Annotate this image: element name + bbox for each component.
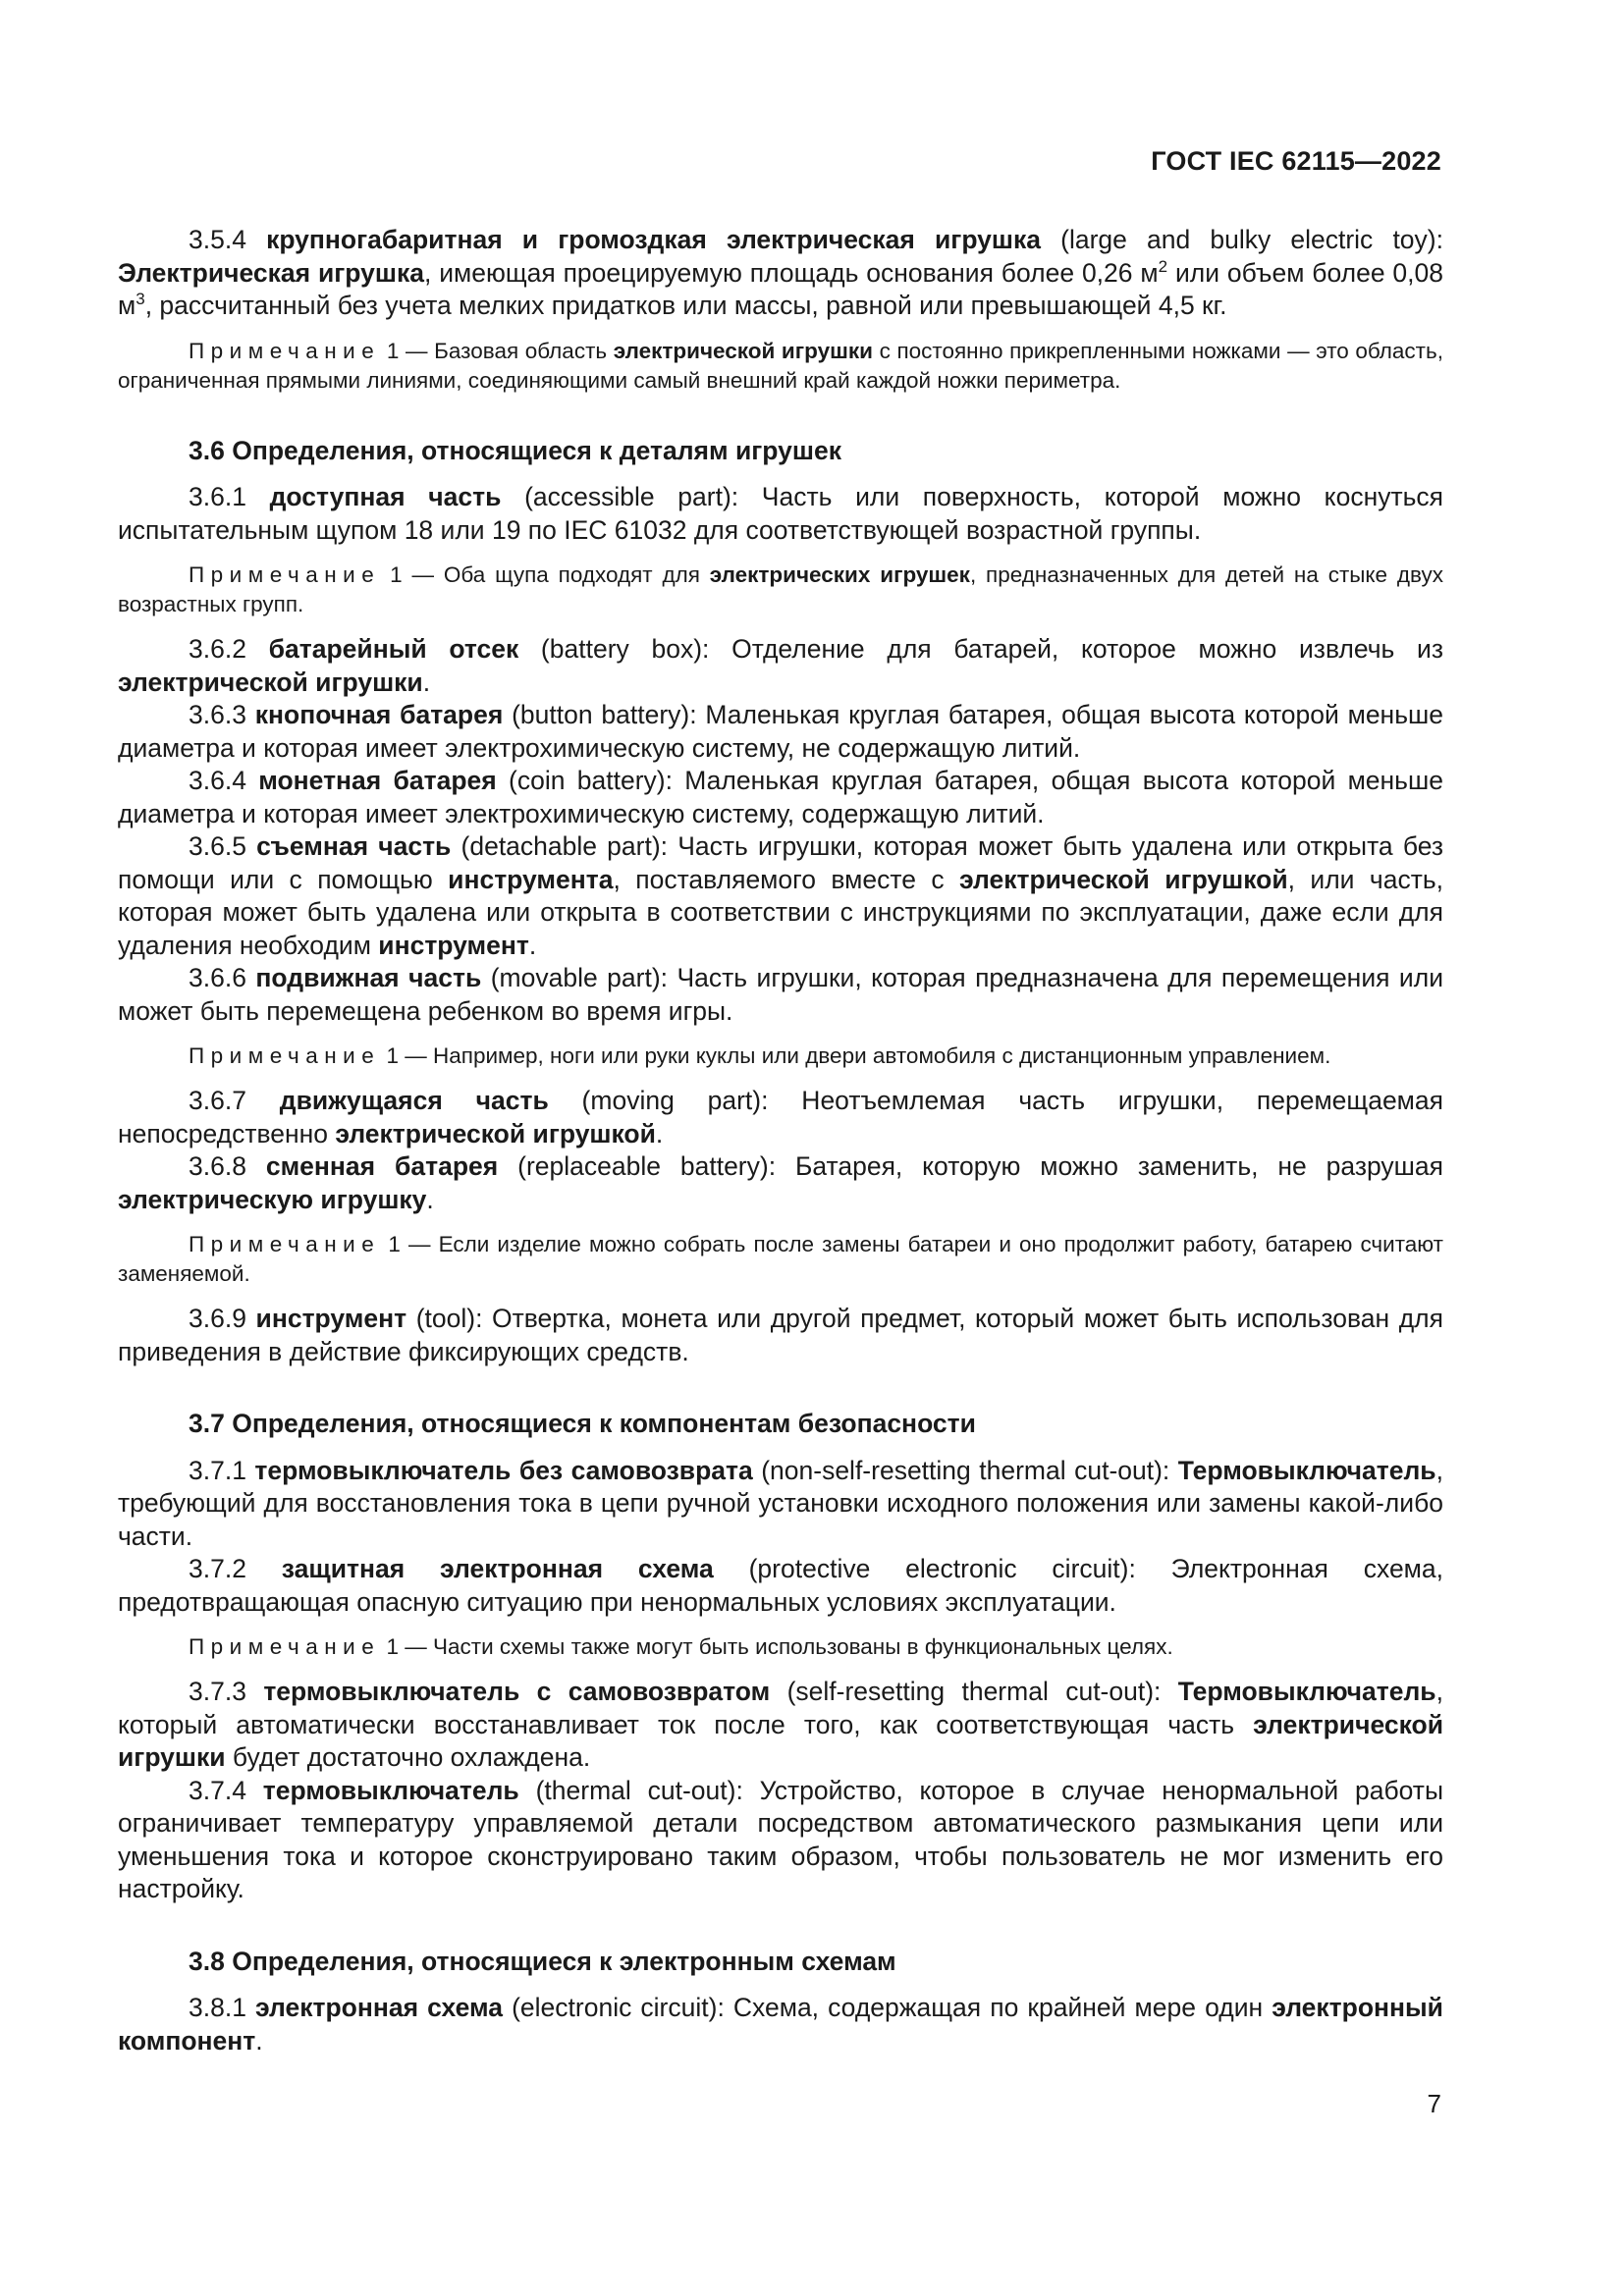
clause-number: 3.6.4 — [189, 766, 259, 795]
clause-number: 3.6.2 — [189, 634, 269, 664]
clause-3-8-1 — [118, 1992, 1443, 2057]
note-number: 1 — — [386, 1043, 434, 1068]
clause-3-6-5 — [118, 830, 1443, 962]
superscript: 2 — [1158, 256, 1168, 276]
clause-text: , рассчитанный без учета мелких придатков или массы, равной или превышающей 4,5 кг. — [144, 291, 1227, 320]
term-reference: Термовыключатель — [1177, 1677, 1436, 1706]
note-label: Примечание — [189, 1634, 381, 1659]
term-reference: электрической игрушки — [118, 667, 423, 697]
section-heading-3-8: 3.8 Определения, относящиеся к электронным схемам — [189, 1946, 896, 1976]
clause-text: (movable part): Часть игрушки, которая предназначена для перемещения или может быть перемещена ребенком во время игры. — [118, 963, 1444, 1026]
term-reference: электрическую игрушку — [118, 1184, 427, 1214]
clause-text: (tool): Отвертка, монета или другой предмет, который может быть использован для приведения в действие фиксирующих средств. — [118, 1304, 1443, 1366]
clause-number: 3.6.6 — [189, 963, 256, 992]
term-english: (large and bulky electric toy): — [1041, 225, 1443, 254]
note-text: Оба щупа подходят для — [443, 562, 710, 587]
clause-3-7-4 — [118, 1775, 1443, 1906]
clause-text: (thermal cut-out): Устройство, которое в случае ненормальной работы ограничивает температуру управляемой детали посредством автоматического размыкания цепи или уменьшения тока и которое сконструировано таким образом, чтобы пользователь не мог изменить его настройку. — [118, 1775, 1443, 1903]
clause-3-6-6 — [118, 962, 1443, 1028]
clause-text: будет достаточно охлаждена. — [225, 1742, 591, 1772]
clause-text: или объем более 0,08 м — [118, 257, 1443, 320]
term: инструмент — [255, 1304, 407, 1333]
term: электронная схема — [255, 1993, 503, 2022]
clause-text: , поставляемого вместе с — [613, 864, 960, 894]
clause-number: 3.7.1 — [189, 1455, 255, 1485]
clause-3-6-2 — [118, 633, 1443, 699]
clause-text: . — [255, 2025, 263, 2056]
clause-text: (electronic circuit): Схема, содержащая по крайней мере один — [503, 1993, 1272, 2022]
clause-text: (self-resetting thermal cut-out): — [770, 1677, 1178, 1706]
clause-3-6-4 — [118, 765, 1443, 830]
clause-3-5-4 — [118, 224, 1443, 323]
clause-text: (button battery): Маленькая круглая батарея, общая высота которой меньше диаметра и которая имеет электрохимическую систему, не содержащую литий. — [118, 700, 1444, 763]
clause-number: 3.8.1 — [189, 1993, 256, 2022]
note-3-6-8 — [118, 1230, 1443, 1289]
term: подвижная часть — [255, 963, 482, 992]
clause-text: (protective electronic circuit): Электронная схема, предотвращающая опасную ситуацию при ненормальных условиях эксплуатации. — [118, 1554, 1443, 1617]
clause-3-6-7 — [118, 1085, 1443, 1150]
clause-number: 3.5.4 — [189, 225, 267, 254]
clause-number: 3.7.3 — [189, 1677, 264, 1706]
note-text: Если изделие можно собрать после замены батареи и оно продолжит работу, батарею считают заменяемой. — [118, 1232, 1443, 1286]
note-3-6-6 — [118, 1041, 1443, 1071]
section-heading-3-7: 3.7 Определения, относящиеся к компонентам безопасности — [189, 1409, 976, 1438]
note-label: Примечание — [189, 562, 381, 587]
note-3-6-1 — [118, 561, 1443, 619]
note-text: Части схемы также могут быть использованы в функциональных целях. — [433, 1634, 1173, 1659]
clause-number: 3.6.8 — [189, 1151, 266, 1181]
clause-number: 3.6.9 — [189, 1304, 256, 1333]
note-number: 1 — — [390, 562, 444, 587]
term-reference: электрической игрушки — [118, 1709, 1443, 1772]
term-reference: инструмент — [378, 930, 529, 960]
clause-text: . — [422, 667, 431, 697]
term: термовыключатель — [262, 1775, 519, 1805]
note-number: 1 — — [386, 1634, 434, 1659]
clause-3-6-9 — [118, 1303, 1443, 1368]
clause-number: 3.7.2 — [189, 1554, 282, 1583]
term: монетная батарея — [258, 766, 497, 795]
term: защитная электронная схема — [281, 1554, 714, 1583]
note-text: с постоянно прикрепленными ножками — это область, ограниченная прямыми линиями, соединяющими самый внешний край каждой ножки периметра. — [118, 338, 1443, 393]
clause-number: 3.6.5 — [189, 831, 257, 861]
term-reference: инструмента — [448, 864, 614, 894]
term: съемная часть — [256, 831, 452, 861]
clause-3-7-1 — [118, 1455, 1443, 1554]
term-reference: электрических игрушек — [709, 562, 970, 587]
term: сменная батарея — [265, 1151, 499, 1181]
term-reference: электрической игрушкой — [959, 864, 1288, 894]
clause-text: (non-self-resetting thermal cut-out): — [752, 1455, 1178, 1485]
clause-3-6-1 — [118, 481, 1443, 547]
clause-3-7-3 — [118, 1676, 1443, 1775]
term: движущаяся часть — [279, 1086, 549, 1115]
clause-text: (detachable part): Часть игрушки, которая может быть удалена или открыта без помощи или с помощью — [118, 831, 1444, 894]
clause-3-6-3 — [118, 699, 1443, 765]
clause-text: , или часть, которая может быть удалена или открыта в соответствии с инструкциями по эксплуатации, даже если для удаления необходим — [118, 864, 1443, 960]
clause-text: (replaceable battery): Батарея, которую можно заменить, не разрушая — [498, 1151, 1444, 1181]
term: крупногабаритная и громоздкая электрическая игрушка — [266, 225, 1041, 254]
clause-text: , который автоматически восстанавливает ток после того, как соответствующая часть — [118, 1677, 1443, 1739]
page-number: 7 — [1427, 2089, 1441, 2118]
note-label: Примечание — [189, 338, 381, 363]
note-text: Например, ноги или руки куклы или двери автомобиля с дистанционным управлением. — [433, 1043, 1331, 1068]
clause-number: 3.6.3 — [189, 700, 255, 729]
clause-text: . — [426, 1184, 434, 1214]
term: термовыключатель без самовозврата — [254, 1455, 753, 1485]
term-reference: электронный компонент — [118, 1993, 1443, 2056]
clause-number: 3.6.7 — [189, 1086, 280, 1115]
term-reference: электрической игрушки — [613, 338, 873, 363]
clause-number: 3.6.1 — [189, 482, 270, 511]
clause-text: . — [528, 930, 537, 960]
term-reference: Термовыключатель — [1177, 1455, 1436, 1485]
note-text: , предназначенных для детей на стыке двух возрастных групп. — [118, 562, 1443, 616]
term: термовыключатель с самовозвратом — [263, 1677, 771, 1706]
note-3-7-2 — [118, 1632, 1443, 1662]
term-reference: Электрическая игрушка — [118, 257, 424, 288]
note-3-5-4 — [118, 337, 1443, 396]
clause-text: . — [655, 1118, 664, 1148]
term-reference: электрической игрушкой — [335, 1118, 656, 1148]
term: батарейный отсек — [268, 634, 519, 664]
standard-header: ГОСТ IEC 62115—2022 — [1151, 146, 1441, 176]
clause-3-6-8 — [118, 1150, 1443, 1216]
note-label: Примечание — [189, 1043, 381, 1068]
superscript: 3 — [135, 290, 145, 308]
clause-number: 3.7.4 — [189, 1775, 263, 1805]
page-content — [118, 224, 1443, 2057]
note-label: Примечание — [189, 1232, 381, 1256]
note-number: 1 — — [386, 338, 435, 363]
clause-text: , требующий для восстановления тока в цепи ручной установки исходного положения или замены какой-либо части. — [118, 1455, 1443, 1551]
clause-text: (coin battery): Маленькая круглая батарея, общая высота которой меньше диаметра и которая имеет электрохимическую систему, содержащую литий. — [118, 766, 1443, 828]
note-number: 1 — — [388, 1232, 439, 1256]
section-heading-3-6: 3.6 Определения, относящиеся к деталям игрушек — [189, 435, 841, 465]
clause-3-7-2 — [118, 1553, 1443, 1619]
term: кнопочная батарея — [254, 700, 504, 729]
clause-text: , имеющая проецируемую площадь основания более 0,26 м — [423, 257, 1159, 288]
clause-text: (moving part): Неотъемлемая часть игрушки, перемещаемая непосредственно — [118, 1086, 1443, 1148]
term: доступная часть — [269, 482, 502, 511]
clause-text: (accessible part): Часть или поверхность, которой можно коснуться испытательным щупом 18 или 19 по IEC 61032 для соответствующей возрастной группы. — [118, 482, 1443, 545]
clause-text: (battery box): Отделение для батарей, которое можно извлечь из — [518, 634, 1443, 664]
note-text: Базовая область — [434, 338, 614, 363]
